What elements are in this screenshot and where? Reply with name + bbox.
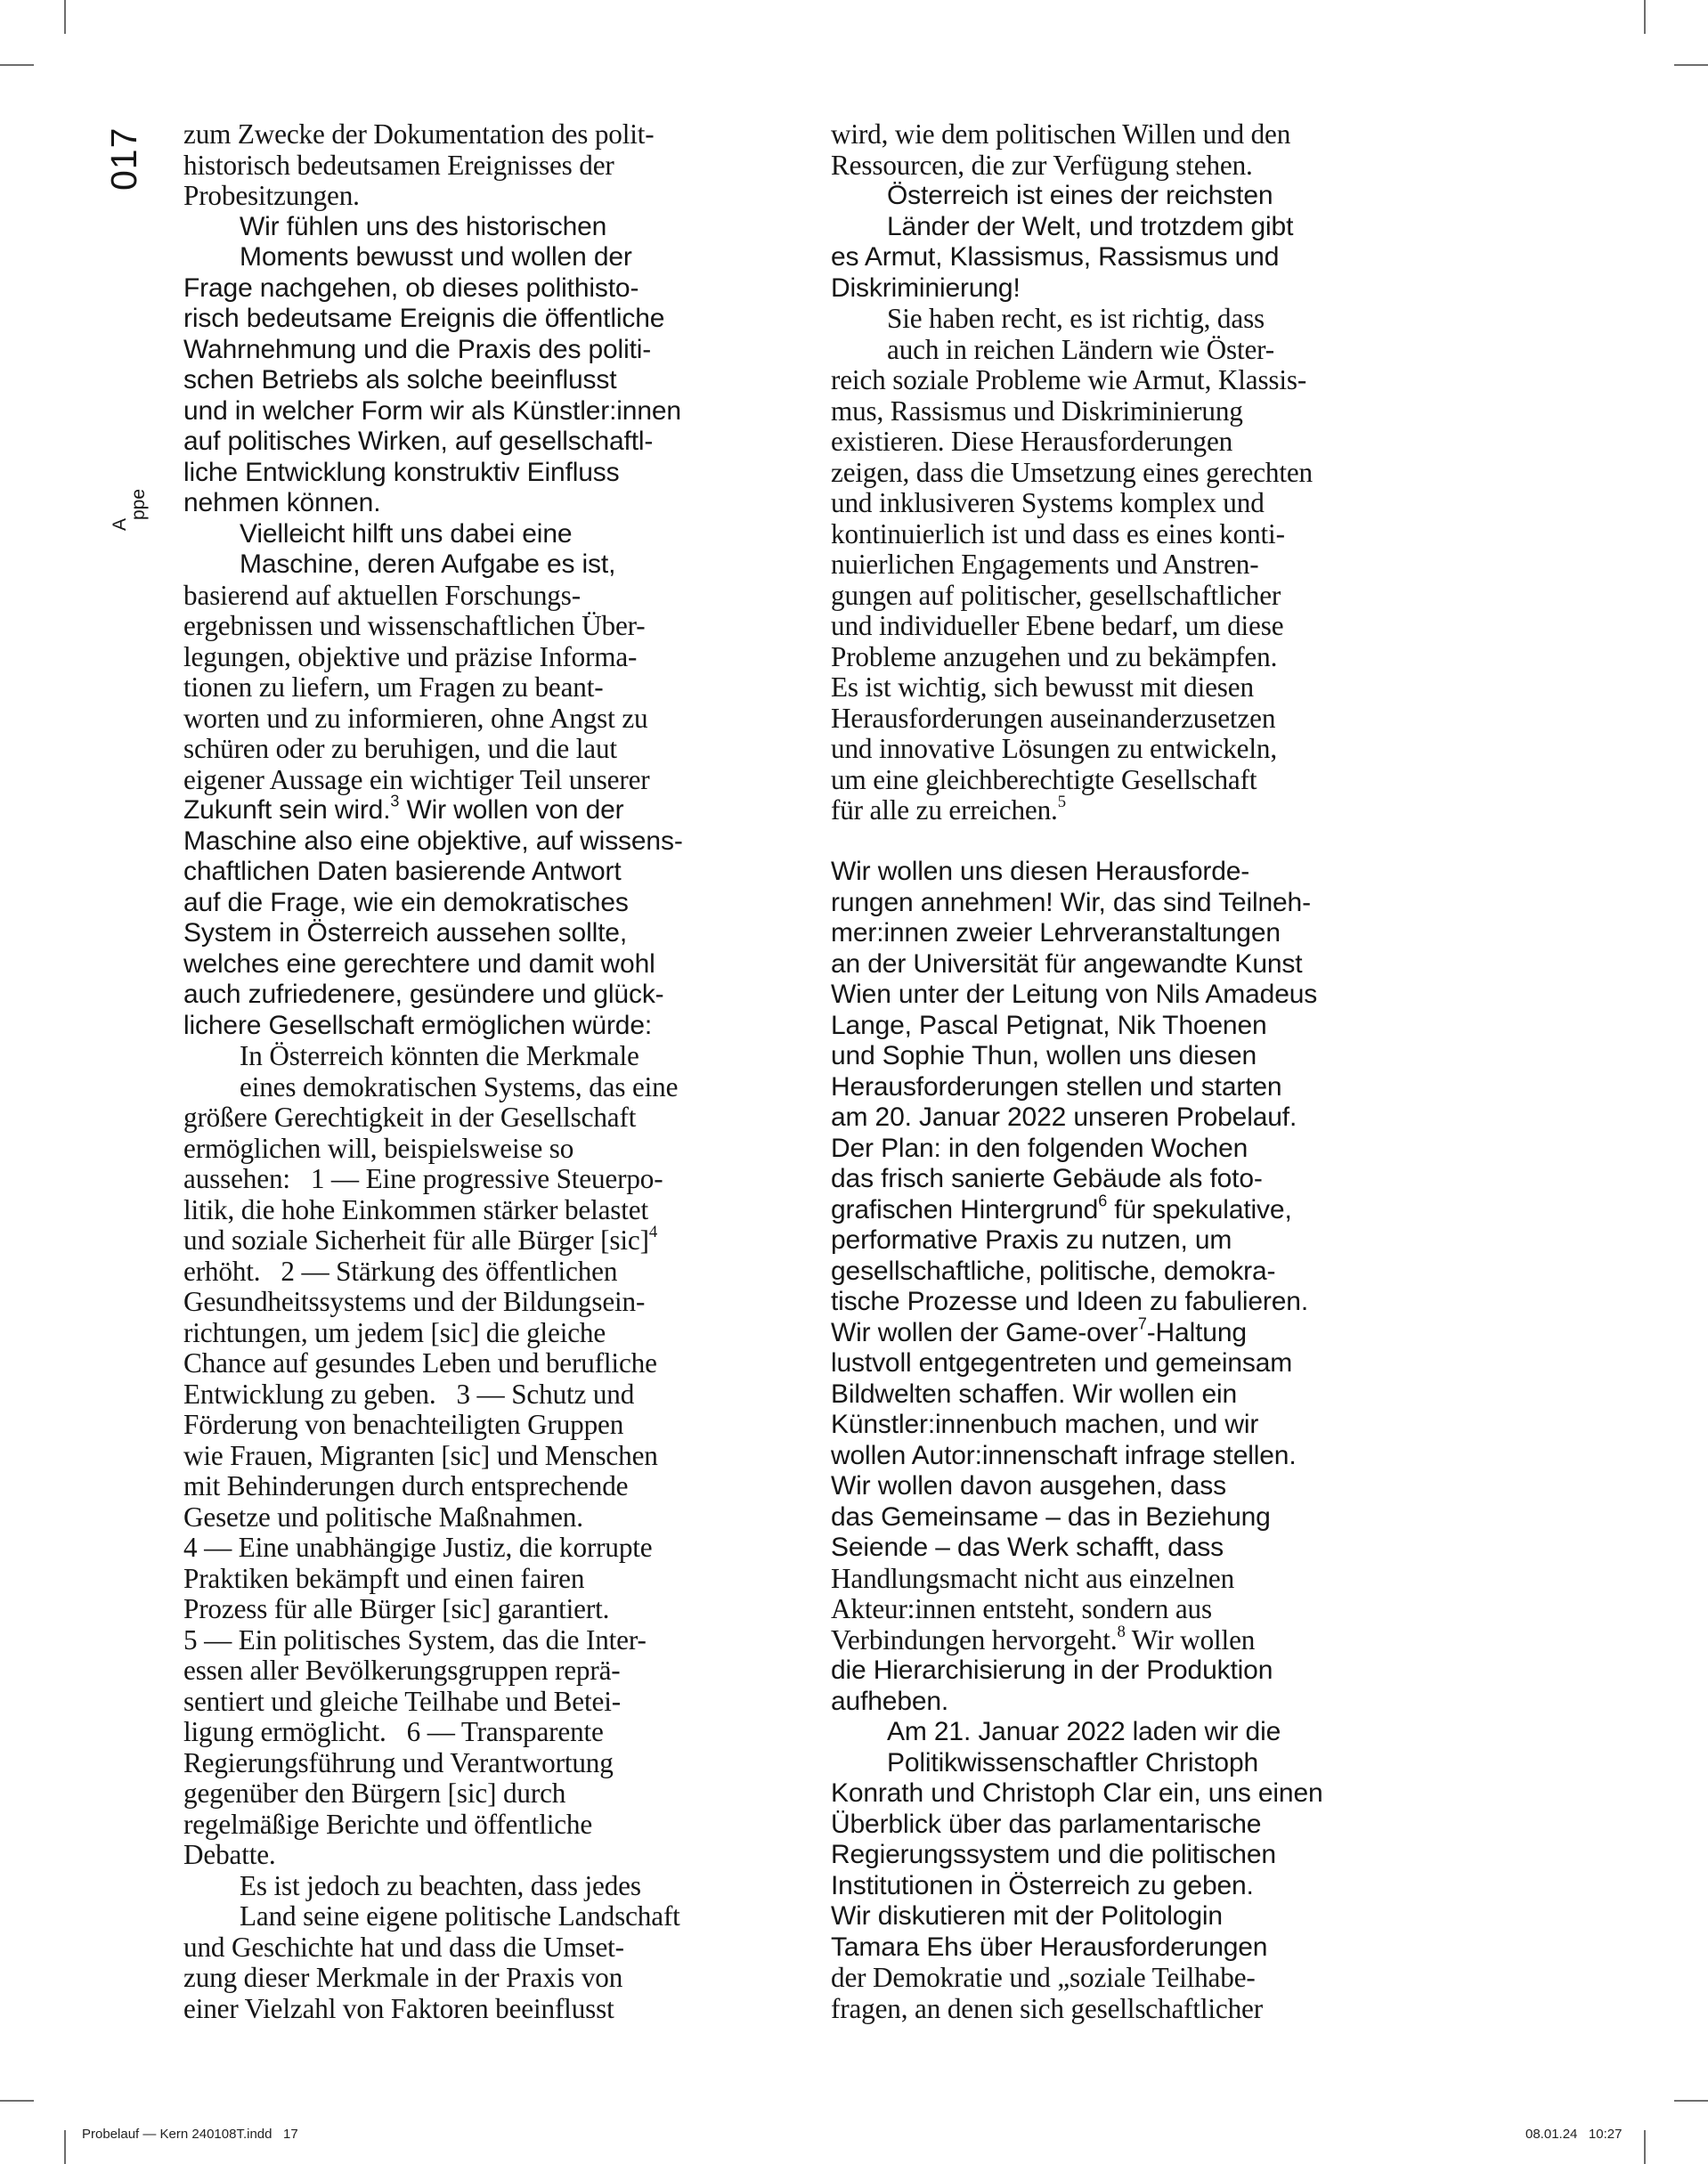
text-line-continuation: Wir wollen von der bbox=[399, 795, 624, 825]
text-line-content: Wir diskutieren mit der Politologin bbox=[831, 1901, 1223, 1931]
text-line-content: Lange, Pascal Petignat, Nik Thoenen bbox=[831, 1010, 1267, 1040]
text-line-content: lichere Gesellschaft ermöglichen würde: bbox=[183, 1010, 653, 1040]
text-line bbox=[183, 672, 771, 704]
text-line-content: Ressourcen, die zur Verfügung stehen. bbox=[831, 149, 1253, 181]
text-line-continuation: für spekulative, bbox=[1107, 1194, 1292, 1224]
text-line-content: schüren oder zu beruhigen, und die laut bbox=[183, 733, 617, 764]
text-line-content: basierend auf aktuellen Forschungs- bbox=[183, 579, 581, 611]
crop-mark bbox=[64, 0, 66, 34]
text-line bbox=[831, 980, 1419, 1011]
text-line bbox=[183, 212, 771, 243]
text-line-content: aufheben. bbox=[831, 1686, 949, 1716]
text-line bbox=[831, 212, 1419, 243]
text-line bbox=[831, 304, 1419, 335]
text-line-content: wie Frauen, Migranten [sic] und Menschen bbox=[183, 1439, 658, 1471]
text-line bbox=[183, 1257, 771, 1288]
text-line-content: Institutionen in Österreich zu geben. bbox=[831, 1870, 1254, 1900]
text-line bbox=[831, 519, 1419, 550]
text-line bbox=[183, 581, 771, 612]
text-line-content: um eine gleichberechtigte Gesellschaft bbox=[831, 763, 1257, 795]
text-line-content: Künstler:innenbuch machen, und wir bbox=[831, 1410, 1259, 1439]
text-line bbox=[831, 335, 1419, 366]
text-line-content: essen aller Bevölkerungsgruppen reprä- bbox=[183, 1655, 621, 1686]
text-line bbox=[183, 1871, 771, 1902]
text-line-content: Wir wollen der Game-over bbox=[831, 1317, 1138, 1347]
text-line bbox=[831, 1379, 1419, 1411]
text-line-content: und in welcher Form wir als Künstler:innen bbox=[183, 395, 681, 426]
text-line-content: das frisch sanierte Gebäude als foto- bbox=[831, 1164, 1263, 1193]
text-line bbox=[183, 1778, 771, 1810]
text-line-content: und Sophie Thun, wollen uns diesen bbox=[831, 1041, 1257, 1070]
text-line bbox=[831, 1348, 1419, 1379]
text-line bbox=[183, 181, 771, 212]
text-line-content: Überblick über das parlamentarische bbox=[831, 1809, 1262, 1839]
text-line bbox=[183, 519, 771, 550]
footnote-marker: 7 bbox=[1137, 1314, 1147, 1332]
text-line-content: nuierlichen Engagements und Anstren- bbox=[831, 549, 1259, 580]
text-line-content: Förderung von benachteiligten Gruppen bbox=[183, 1409, 624, 1440]
text-line bbox=[831, 1502, 1419, 1534]
text-line-content: gegenüber den Bürgern [sic] durch bbox=[183, 1778, 566, 1809]
text-line bbox=[831, 1840, 1419, 1871]
text-line-content: und innovative Lösungen zu entwickeln, bbox=[831, 733, 1277, 764]
text-line-content: Frage nachgehen, ob dieses polithisto- bbox=[183, 273, 639, 303]
side-label-line: ppe bbox=[128, 488, 149, 520]
text-line-continuation: Wir wollen bbox=[1125, 1623, 1256, 1656]
crop-mark bbox=[1644, 0, 1646, 34]
text-line bbox=[183, 1963, 771, 1994]
text-line-content: Zukunft sein wird. bbox=[183, 795, 391, 825]
text-line bbox=[183, 1222, 771, 1257]
text-line bbox=[831, 734, 1419, 765]
text-line-content: Verbindungen hervorgeht. bbox=[831, 1623, 1118, 1656]
text-line-content: regelmäßige Berichte und öffentliche bbox=[183, 1808, 593, 1840]
text-line bbox=[831, 1871, 1419, 1902]
text-line bbox=[831, 1994, 1419, 2025]
text-line bbox=[183, 1656, 771, 1687]
text-line-content: Maschine, deren Aufgabe es ist, bbox=[240, 549, 616, 579]
text-line bbox=[183, 1410, 771, 1441]
text-line bbox=[183, 1348, 771, 1379]
text-line bbox=[183, 1379, 771, 1411]
text-line bbox=[183, 396, 771, 427]
text-line bbox=[183, 611, 771, 642]
text-line-content: zung dieser Merkmale in der Praxis von bbox=[183, 1962, 623, 1993]
text-line-content: Der Plan: in den folgenden Wochen bbox=[831, 1133, 1248, 1163]
text-line bbox=[831, 642, 1419, 673]
right-text-column bbox=[831, 119, 1419, 2024]
text-line bbox=[183, 1748, 771, 1779]
text-line-content: ermöglichen will, beispielsweise so bbox=[183, 1132, 574, 1164]
text-line-content: Diskriminierung! bbox=[831, 273, 1021, 303]
crop-mark bbox=[1644, 2130, 1646, 2164]
text-line-content: wollen Autor:innenschaft infrage stellen. bbox=[831, 1440, 1297, 1470]
text-line-content: gungen auf politischer, gesellschaftlicher bbox=[831, 579, 1281, 611]
text-line bbox=[183, 119, 771, 151]
side-label bbox=[110, 489, 148, 531]
text-line bbox=[183, 1625, 771, 1656]
text-line-content: Es ist jedoch zu beachten, dass jedes bbox=[240, 1869, 641, 1901]
text-line bbox=[183, 980, 771, 1011]
text-line bbox=[831, 365, 1419, 396]
text-line bbox=[831, 488, 1419, 519]
text-line-content: Herausforderungen auseinanderzusetzen bbox=[831, 702, 1276, 734]
text-line bbox=[831, 1622, 1419, 1656]
text-line bbox=[183, 857, 771, 888]
text-line-content: mer:innen zweier Lehrveranstaltungen bbox=[831, 918, 1281, 948]
text-line-content: Wir wollen uns diesen Herausforde- bbox=[831, 857, 1250, 886]
text-line bbox=[183, 1441, 771, 1472]
text-line-content: Moments bewusst und wollen der bbox=[240, 242, 632, 272]
text-line bbox=[831, 1410, 1419, 1441]
text-line-content: auf politisches Wirken, auf gesellschaftl- bbox=[183, 427, 654, 456]
text-line-continuation: -Haltung bbox=[1146, 1317, 1247, 1347]
text-line-content: Probesitzungen. bbox=[183, 180, 360, 211]
text-line bbox=[183, 1687, 771, 1718]
text-line-content: zeigen, dass die Umsetzung eines gerechten bbox=[831, 456, 1314, 488]
text-line-content: es Armut, Klassismus, Rassismus und bbox=[831, 242, 1280, 272]
text-line bbox=[183, 1134, 771, 1165]
text-line-content: Politikwissenschaftler Christoph bbox=[887, 1747, 1259, 1778]
text-line-content: Handlungsmacht nicht aus einzelnen bbox=[831, 1562, 1235, 1594]
text-line bbox=[183, 365, 771, 396]
text-line bbox=[831, 704, 1419, 735]
text-line bbox=[183, 1471, 771, 1502]
text-line-content: wird, wie dem politischen Willen und den bbox=[831, 118, 1291, 150]
text-line-content: Österreich ist eines der reichsten bbox=[887, 181, 1273, 210]
text-line-content: rungen annehmen! Wir, das sind Teilneh- bbox=[831, 887, 1311, 917]
text-line-content: sentiert und gleiche Teilhabe und Betei- bbox=[183, 1685, 621, 1717]
text-line-content: welches eine gerechtere und damit wohl bbox=[183, 948, 655, 979]
text-line bbox=[831, 1901, 1419, 1932]
text-line-content: historisch bedeutsamen Ereignisses der bbox=[183, 149, 614, 181]
text-line-content: Konrath und Christoph Clar ein, uns einen bbox=[831, 1778, 1323, 1808]
text-line-content: richtungen, um jedem [sic] die gleiche bbox=[183, 1316, 606, 1348]
text-line bbox=[831, 396, 1419, 427]
text-line-content: Wahrnehmung und die Praxis des politi- bbox=[183, 334, 652, 364]
text-line bbox=[831, 549, 1419, 581]
crop-mark bbox=[64, 2130, 66, 2164]
text-line-content: schen Betriebs als solche beeinflusst bbox=[183, 365, 617, 395]
text-line-content: größere Gerechtigkeit in der Gesellschaft bbox=[183, 1102, 637, 1133]
text-line-content: eigener Aussage ein wichtiger Teil unserer bbox=[183, 763, 650, 795]
text-line-content: Akteur:innen entsteht, sondern aus bbox=[831, 1593, 1212, 1624]
text-line-content: Chance auf gesundes Leben und berufliche bbox=[183, 1347, 657, 1379]
text-line bbox=[831, 918, 1419, 949]
text-line bbox=[831, 1564, 1419, 1595]
text-line-content: Wir fühlen uns des historischen bbox=[240, 211, 607, 241]
text-line-content: kontinuierlich ist und dass es eines konti- bbox=[831, 517, 1285, 549]
text-line bbox=[183, 242, 771, 273]
text-line bbox=[183, 1011, 771, 1042]
text-line bbox=[183, 1072, 771, 1103]
text-line-content: reich soziale Probleme wie Armut, Klassis- bbox=[831, 364, 1307, 395]
text-line-content: lustvoll entgegentreten und gemeinsam bbox=[831, 1348, 1293, 1378]
text-line bbox=[831, 888, 1419, 919]
text-line-content: Wir wollen davon ausgehen, dass bbox=[831, 1471, 1226, 1501]
text-line bbox=[831, 119, 1419, 151]
crop-mark bbox=[1674, 2100, 1708, 2102]
text-line bbox=[831, 151, 1419, 182]
text-line bbox=[831, 1717, 1419, 1748]
text-line-content: auf die Frage, wie ein demokratisches bbox=[183, 887, 629, 917]
text-line bbox=[183, 1102, 771, 1134]
text-line bbox=[183, 1318, 771, 1349]
text-line-content: grafischen Hintergrund bbox=[831, 1194, 1099, 1224]
text-line bbox=[831, 242, 1419, 273]
text-line bbox=[831, 672, 1419, 704]
text-line-content: und inklusiveren Systems komplex und bbox=[831, 487, 1265, 518]
text-line bbox=[831, 1225, 1419, 1257]
text-line bbox=[183, 1502, 771, 1534]
text-line-content: Regierungsführung und Verantwortung bbox=[183, 1746, 614, 1778]
text-line bbox=[183, 151, 771, 182]
text-line-content: Herausforderungen stellen und starten bbox=[831, 1071, 1282, 1102]
text-line-content: Am 21. Januar 2022 laden wir die bbox=[887, 1717, 1281, 1746]
text-line bbox=[831, 1963, 1419, 1994]
text-line-content: tionen zu liefern, um Fragen zu beant- bbox=[183, 671, 604, 703]
text-line bbox=[183, 1901, 771, 1932]
text-line bbox=[831, 1072, 1419, 1103]
text-line bbox=[831, 1102, 1419, 1134]
text-line-content: Prozess für alle Bürger [sic] garantiert. bbox=[183, 1593, 610, 1624]
text-line-content: 5 — Ein politisches System, das die Inter- bbox=[183, 1623, 647, 1656]
text-line bbox=[183, 304, 771, 335]
text-line-content: Praktiken bekämpft und einen fairen bbox=[183, 1562, 585, 1594]
text-line-content: Entwicklung zu geben. 3 — Schutz und bbox=[183, 1378, 635, 1410]
text-line-content: performative Praxis zu nutzen, um bbox=[831, 1225, 1232, 1255]
text-line-content: auch zufriedenere, gesündere und glück- bbox=[183, 980, 664, 1009]
footnote-marker: 6 bbox=[1098, 1192, 1108, 1209]
text-line-content: an der Universität für angewandte Kunst bbox=[831, 948, 1303, 979]
text-line bbox=[831, 1748, 1419, 1779]
text-line-content: tische Prozesse und Ideen zu fabulieren. bbox=[831, 1287, 1309, 1316]
text-line-content: System in Österreich aussehen sollte, bbox=[183, 918, 628, 948]
text-line bbox=[831, 1594, 1419, 1625]
text-line bbox=[831, 1441, 1419, 1472]
text-line bbox=[831, 273, 1419, 305]
text-line-content: aussehen: 1 — Eine progressive Steuerpo- bbox=[183, 1163, 663, 1194]
text-line bbox=[183, 1287, 771, 1318]
text-line bbox=[183, 918, 771, 949]
text-line-content: existieren. Diese Herausforderungen bbox=[831, 426, 1233, 457]
text-line bbox=[183, 1994, 771, 2025]
text-line-content: worten und zu informieren, ohne Angst zu bbox=[183, 702, 648, 734]
text-line bbox=[831, 1471, 1419, 1502]
text-line-content: und Geschichte hat und dass die Umset- bbox=[183, 1931, 624, 1963]
text-line bbox=[831, 1533, 1419, 1564]
text-line-content: legungen, objektive und präzise Informa- bbox=[183, 640, 638, 672]
text-line bbox=[183, 458, 771, 489]
text-line-content: mit Behinderungen durch entsprechende bbox=[183, 1470, 629, 1501]
footnote-marker: 4 bbox=[648, 1222, 658, 1241]
text-line bbox=[183, 1564, 771, 1595]
text-line bbox=[831, 826, 1419, 858]
text-line bbox=[831, 1192, 1419, 1226]
text-line-content: Wien unter der Leitung von Nils Amadeus bbox=[831, 980, 1318, 1009]
text-line-content: Vielleicht hilft uns dabei eine bbox=[240, 518, 573, 549]
crop-mark bbox=[0, 64, 34, 66]
text-line bbox=[183, 642, 771, 673]
text-line bbox=[831, 1656, 1419, 1687]
text-line-content: eines demokratischen Systems, das eine bbox=[240, 1070, 679, 1102]
text-line bbox=[831, 1778, 1419, 1810]
text-line-content: fragen, an denen sich gesellschaftlicher bbox=[831, 1992, 1263, 2024]
left-text-column bbox=[183, 119, 771, 2024]
text-line bbox=[183, 549, 771, 581]
text-line bbox=[831, 1314, 1419, 1349]
text-line bbox=[183, 1840, 771, 1871]
text-line bbox=[183, 765, 771, 796]
text-line bbox=[831, 1932, 1419, 1964]
text-line-content: der Demokratie und „soziale Teilhabe- bbox=[831, 1962, 1256, 1993]
crop-mark bbox=[1674, 64, 1708, 66]
text-line bbox=[183, 1164, 771, 1195]
text-line bbox=[183, 949, 771, 980]
text-line bbox=[831, 765, 1419, 796]
text-line bbox=[183, 704, 771, 735]
side-label-line: A bbox=[110, 517, 130, 531]
text-line-content: und soziale Sicherheit für alle Bürger [sic] bbox=[183, 1224, 649, 1256]
text-line bbox=[831, 792, 1419, 826]
text-line bbox=[831, 1687, 1419, 1718]
text-line-content: chaftlichen Daten basierende Antwort bbox=[183, 857, 622, 886]
text-line-content: einer Vielzahl von Faktoren beeinflusst bbox=[183, 1992, 614, 2024]
text-line-content: für alle zu erreichen. bbox=[831, 794, 1058, 826]
text-line-content: Tamara Ehs über Herausforderungen bbox=[831, 1932, 1268, 1962]
text-line bbox=[831, 1134, 1419, 1165]
text-line-content: Länder der Welt, und trotzdem gibt bbox=[887, 211, 1294, 241]
text-line bbox=[183, 888, 771, 919]
footnote-marker: 3 bbox=[390, 792, 400, 810]
text-line-content: gesellschaftliche, politische, demokra- bbox=[831, 1256, 1276, 1286]
text-line bbox=[831, 181, 1419, 212]
text-line bbox=[183, 1594, 771, 1625]
text-line bbox=[183, 1533, 771, 1564]
text-line-content: Gesetze und politische Maßnahmen. bbox=[183, 1501, 583, 1533]
text-line-content: die Hierarchisierung in der Produktion bbox=[831, 1656, 1273, 1685]
text-line-content: Bildwelten schaffen. Wir wollen ein bbox=[831, 1379, 1238, 1409]
text-line bbox=[183, 826, 771, 858]
text-line bbox=[831, 1011, 1419, 1042]
text-line-content: Debatte. bbox=[183, 1839, 276, 1870]
text-line-content: am 20. Januar 2022 unseren Probelauf. bbox=[831, 1102, 1297, 1132]
text-line-content: auch in reichen Ländern wie Öster- bbox=[887, 333, 1275, 365]
text-line bbox=[183, 792, 771, 826]
text-line bbox=[831, 581, 1419, 612]
footnote-marker: 8 bbox=[1117, 1622, 1126, 1641]
text-line-content: Sie haben recht, es ist richtig, dass bbox=[887, 303, 1265, 334]
text-line bbox=[183, 335, 771, 366]
text-line bbox=[831, 427, 1419, 458]
text-line-content: ligung ermöglicht. 6 — Transparente bbox=[183, 1716, 604, 1747]
text-line bbox=[831, 1257, 1419, 1288]
text-line-content: erhöht. 2 — Stärkung des öffentlichen bbox=[183, 1255, 618, 1287]
text-line-content: Regierungssystem und die politischen bbox=[831, 1840, 1276, 1869]
text-line bbox=[831, 1041, 1419, 1072]
text-line-content: Seiende – das Werk schafft, dass bbox=[831, 1533, 1224, 1562]
text-line-content: das Gemeinsame – das in Beziehung bbox=[831, 1501, 1271, 1532]
text-line-content: Gesundheitssystems und der Bildungsein- bbox=[183, 1286, 646, 1317]
file-slug: Probelauf — Kern 240108T.indd 17 bbox=[82, 2127, 298, 2142]
text-line bbox=[831, 458, 1419, 489]
text-line-content: und individueller Ebene bedarf, um diese bbox=[831, 610, 1284, 641]
text-line bbox=[183, 1195, 771, 1226]
text-line-content: Land seine eigene politische Landschaft bbox=[240, 1900, 680, 1932]
text-line bbox=[831, 611, 1419, 642]
text-line-content: mus, Rassismus und Diskriminierung bbox=[831, 395, 1243, 427]
text-line-content: nehmen können. bbox=[183, 488, 381, 517]
text-line-content: zum Zwecke der Dokumentation des polit- bbox=[183, 118, 655, 150]
text-line bbox=[183, 1932, 771, 1964]
date-slug: 08.01.24 10:27 bbox=[1525, 2127, 1623, 2142]
text-line-content: liche Entwicklung konstruktiv Einfluss bbox=[183, 457, 620, 487]
text-line bbox=[183, 1717, 771, 1748]
text-line bbox=[831, 949, 1419, 980]
text-line bbox=[183, 1041, 771, 1072]
text-line-content: Maschine also eine objektive, auf wissens- bbox=[183, 826, 683, 856]
text-line bbox=[183, 734, 771, 765]
text-line bbox=[831, 1810, 1419, 1841]
text-line-content: risch bedeutsame Ereignis die öffentliche bbox=[183, 304, 665, 333]
crop-mark bbox=[0, 2100, 34, 2102]
text-line bbox=[183, 488, 771, 519]
text-line bbox=[831, 857, 1419, 888]
text-line bbox=[831, 1164, 1419, 1195]
text-line-content: litik, die hohe Einkommen stärker belastet bbox=[183, 1193, 649, 1225]
text-line bbox=[183, 273, 771, 305]
text-line bbox=[831, 1287, 1419, 1318]
text-line-content: Es ist wichtig, sich bewusst mit diesen bbox=[831, 671, 1254, 703]
page-number: 017 bbox=[103, 126, 144, 191]
text-line-content: ergebnissen und wissenschaftlichen Über- bbox=[183, 610, 646, 641]
text-line bbox=[183, 1810, 771, 1841]
text-line-content: 4 — Eine unabhängige Justiz, die korrupte bbox=[183, 1532, 653, 1563]
text-line-content: In Österreich könnten die Merkmale bbox=[240, 1040, 639, 1071]
footnote-marker: 5 bbox=[1057, 792, 1066, 811]
text-line bbox=[183, 427, 771, 458]
text-line-content: Probleme anzugehen und zu bekämpfen. bbox=[831, 640, 1278, 672]
